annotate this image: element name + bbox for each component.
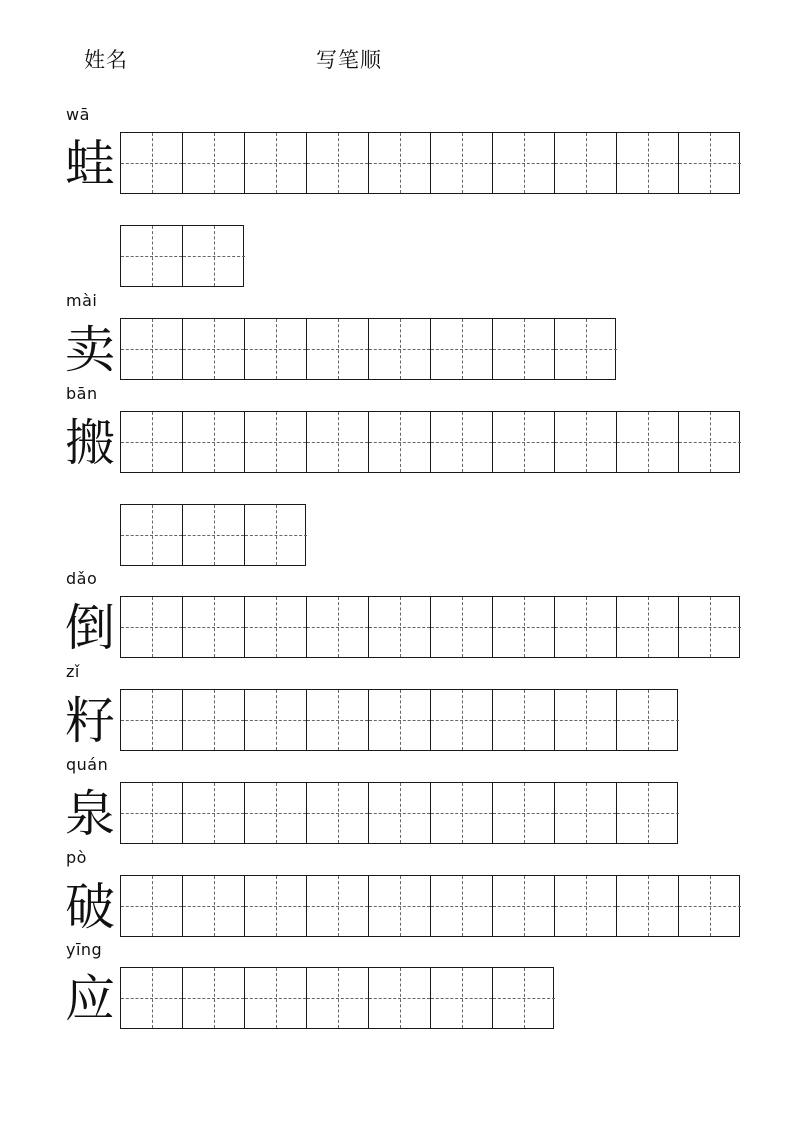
writing-cell[interactable] (555, 783, 617, 843)
writing-cell[interactable] (307, 412, 369, 472)
model-character: 倒 (65, 599, 115, 657)
writing-cell[interactable] (431, 412, 493, 472)
stroke-grid-row (120, 596, 740, 658)
writing-cell[interactable] (493, 319, 555, 379)
writing-cell[interactable] (183, 226, 245, 286)
writing-cell[interactable] (369, 690, 431, 750)
writing-cell[interactable] (617, 597, 679, 657)
model-character: 搬 (65, 414, 115, 472)
writing-cell[interactable] (121, 319, 183, 379)
writing-cell[interactable] (183, 319, 245, 379)
pinyin-label: wā (66, 105, 90, 124)
model-character: 卖 (65, 321, 115, 379)
writing-cell[interactable] (369, 783, 431, 843)
writing-cell[interactable] (493, 968, 555, 1028)
writing-cell[interactable] (431, 690, 493, 750)
writing-cell[interactable] (493, 597, 555, 657)
writing-cell[interactable] (617, 876, 679, 936)
stroke-grid-row (120, 504, 306, 566)
writing-cell[interactable] (183, 876, 245, 936)
writing-cell[interactable] (617, 133, 679, 193)
writing-cell[interactable] (369, 412, 431, 472)
writing-cell[interactable] (245, 412, 307, 472)
writing-cell[interactable] (307, 319, 369, 379)
stroke-grid-row (120, 318, 616, 380)
writing-cell[interactable] (183, 968, 245, 1028)
writing-cell[interactable] (493, 876, 555, 936)
stroke-grid-row (120, 132, 740, 194)
writing-cell[interactable] (493, 133, 555, 193)
writing-cell[interactable] (493, 783, 555, 843)
writing-cell[interactable] (121, 783, 183, 843)
writing-cell[interactable] (369, 968, 431, 1028)
writing-cell[interactable] (679, 597, 741, 657)
writing-cell[interactable] (369, 319, 431, 379)
model-character: 破 (65, 878, 115, 936)
writing-cell[interactable] (431, 968, 493, 1028)
writing-cell[interactable] (183, 597, 245, 657)
writing-cell[interactable] (493, 690, 555, 750)
writing-cell[interactable] (369, 133, 431, 193)
writing-cell[interactable] (555, 133, 617, 193)
writing-cell[interactable] (307, 876, 369, 936)
writing-cell[interactable] (121, 226, 183, 286)
writing-cell[interactable] (245, 968, 307, 1028)
pinyin-label: bān (66, 384, 98, 403)
writing-cell[interactable] (183, 690, 245, 750)
writing-cell[interactable] (307, 133, 369, 193)
writing-cell[interactable] (121, 968, 183, 1028)
pinyin-label: zǐ (66, 662, 80, 681)
writing-cell[interactable] (121, 412, 183, 472)
pinyin-label: mài (66, 291, 98, 310)
writing-cell[interactable] (245, 319, 307, 379)
writing-cell[interactable] (245, 505, 307, 565)
writing-cell[interactable] (679, 133, 741, 193)
writing-cell[interactable] (121, 690, 183, 750)
writing-cell[interactable] (307, 783, 369, 843)
writing-cell[interactable] (245, 690, 307, 750)
writing-cell[interactable] (121, 597, 183, 657)
writing-cell[interactable] (183, 783, 245, 843)
writing-cell[interactable] (617, 783, 679, 843)
writing-cell[interactable] (245, 876, 307, 936)
stroke-grid-row (120, 411, 740, 473)
writing-cell[interactable] (617, 690, 679, 750)
model-character: 应 (65, 970, 115, 1028)
writing-cell[interactable] (431, 876, 493, 936)
writing-cell[interactable] (121, 133, 183, 193)
stroke-grid-row (120, 875, 740, 937)
writing-cell[interactable] (555, 319, 617, 379)
writing-cell[interactable] (679, 876, 741, 936)
writing-cell[interactable] (183, 505, 245, 565)
writing-cell[interactable] (183, 412, 245, 472)
writing-cell[interactable] (431, 597, 493, 657)
writing-cell[interactable] (121, 876, 183, 936)
model-character: 泉 (65, 785, 115, 843)
writing-cell[interactable] (431, 319, 493, 379)
writing-cell[interactable] (245, 597, 307, 657)
writing-cell[interactable] (493, 412, 555, 472)
stroke-grid-row (120, 689, 678, 751)
name-label: 姓名 (84, 48, 128, 72)
writing-cell[interactable] (679, 412, 741, 472)
writing-cell[interactable] (369, 876, 431, 936)
stroke-grid-row (120, 782, 678, 844)
writing-cell[interactable] (555, 412, 617, 472)
writing-cell[interactable] (555, 597, 617, 657)
writing-cell[interactable] (307, 597, 369, 657)
stroke-grid-row (120, 967, 554, 1029)
writing-cell[interactable] (121, 505, 183, 565)
model-character: 蛙 (65, 135, 115, 193)
pinyin-label: yīng (66, 940, 103, 959)
worksheet-title: 写笔顺 (316, 48, 382, 72)
pinyin-label: pò (66, 848, 87, 867)
pinyin-label: quán (66, 755, 109, 774)
model-character: 籽 (65, 692, 115, 750)
writing-cell[interactable] (555, 690, 617, 750)
writing-cell[interactable] (555, 876, 617, 936)
writing-cell[interactable] (617, 412, 679, 472)
writing-cell[interactable] (431, 133, 493, 193)
writing-cell[interactable] (431, 783, 493, 843)
writing-cell[interactable] (369, 597, 431, 657)
stroke-grid-row (120, 225, 244, 287)
writing-cell[interactable] (307, 690, 369, 750)
writing-cell[interactable] (307, 968, 369, 1028)
pinyin-label: dǎo (66, 569, 98, 588)
writing-cell[interactable] (245, 133, 307, 193)
writing-cell[interactable] (183, 133, 245, 193)
writing-cell[interactable] (245, 783, 307, 843)
